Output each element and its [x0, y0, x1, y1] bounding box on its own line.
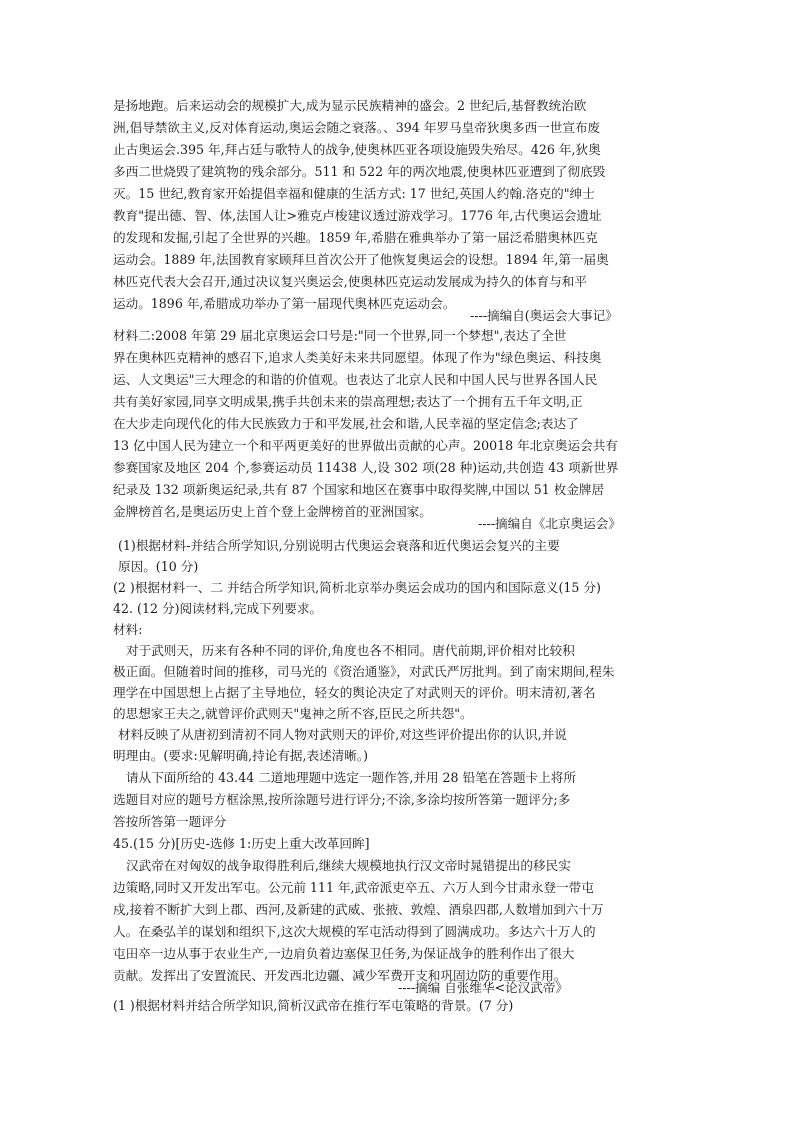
instruction-line: 请从下面所给的 43.44 二道地理题中选定一题作答,并用 28 铅笔在答题卡上将所	[126, 770, 576, 785]
question-line: (1 )根据材料并结合所学知识,简析汉武帝在推行军屯策略的背景。(7 分)	[113, 998, 514, 1013]
text-line: 材料二:2008 年第 29 届北京奥运会口号是:"同一个世界,同一个梦想",表达了全世	[113, 328, 567, 343]
question-line: (2 )根据材料一、二 并结合所学知识,简析北京举办奥运会成功的国内和国际意义(15 分)	[113, 580, 601, 595]
text-line: 对于武则天，历来有各种不同的评价,角度也各不相同。唐代前期,评价相对比较积	[126, 643, 575, 658]
text-line: 林匹克代表大会召开,通过决议复兴奥运会,使奥林匹克运动发展成为持久的体育与和平	[113, 274, 587, 289]
text-line: 灭。15 世纪,教育家开始提倡幸福和健康的生活方式: 17 世纪,英国人约翰.洛克的"绅士	[113, 186, 595, 201]
question-line: 原因。(10 分)	[118, 559, 199, 574]
text-line: 理学在中国思想上占据了主导地位，轻女的舆论决定了对武则天的评价。明末清初,著名	[113, 685, 596, 700]
text-line: 边策略,同时又开发出军屯。公元前 111 年,武帝派吏卒五、六万人到今甘肃永登一带屯	[113, 880, 594, 895]
text-line: 贡献。发挥出了安置流民、开发西北边疆、减少军费开支和巩固边防的重要作用。	[113, 968, 567, 983]
text-line: 止古奥运会.395 年,拜占廷与歌特人的战争,使奥林匹亚各项设施毁失殆尽。426 年,狄奥	[113, 142, 601, 157]
text-line: 极正面。但随着时间的推移，司马光的《资治通鉴》，对武氏严厉批判。到了南宋期间,程朱	[113, 664, 615, 679]
question-line: (1)根据材料-并结合所学知识,分别说明古代奥运会衰落和近代奥运会复兴的主要	[118, 538, 560, 553]
text-line: 运动。1896 年,希腊成功举办了第一届现代奥林匹克运动会。	[113, 296, 456, 311]
text-line: 在大步走向现代化的伟大民族致力于和平发展,社会和谐,人民幸福的坚定信念;表达了	[113, 416, 579, 431]
text-line: 13 亿中国人民为建立一个和平两更美好的世界做出贡献的心声。20018 年北京奥运会共有	[113, 438, 618, 453]
text-line: 的发现和发掘,引起了全世界的兴趣。1859 年,希腊在雅典举办了第一届泛希腊奥林匹克	[113, 230, 598, 245]
question-line: 明理由。(要求:见解明确,持论有据,表述清晰。)	[113, 748, 369, 763]
text-line: 运动会。1889 年,法国教育家顾拜旦首次公开了他恢复奥运会的设想。1894 年,第一届奥	[113, 252, 609, 267]
material-label: 材料:	[113, 622, 143, 637]
text-line: 共有美好家园,同享文明成果,携手共创未来的崇高理想;表达了一个拥有五千年文明,正	[113, 394, 583, 409]
text-line: 运、人文奥运"三大理念的和谐的价值观。也表达了北京人民和中国人民与世界各国人民	[113, 372, 598, 387]
text-line: 参赛国家及地区 204 个,参赛运动员 11438 人,设 302 项(28 种)运动,共创造 43 项新世界	[113, 460, 619, 475]
text-line: 多西二世烧毁了建筑物的残余部分。511 和 522 年的两次地震,使奥林匹亚遭到了彻底毁	[113, 164, 606, 179]
text-line: 教育"提出德、智、体,法国人让>雅克卢梭建议透过游戏学习。1776 年,古代奥运会遗址	[113, 208, 602, 223]
text-line: 戍,接着不断扩大到上郡、西河,及新建的武威、张掖、敦煌、酒泉四郡,人数增加到六十万	[113, 902, 604, 917]
question-heading: 45.(15 分)[历史-选修 1:历史上重大改革回眸]	[113, 836, 370, 851]
text-line: 纪录及 132 项新奥运纪录,共有 87 个国家和地区在赛事中取得奖牌,中国以 51 枚金牌居	[113, 482, 605, 497]
text-line: 汉武帝在对匈奴的战争取得胜利后,继续大规模地执行汉文帝时晁错提出的移民实	[126, 858, 571, 873]
question-line: 材料反映了从唐初到清初不同人物对武则天的评价,对这些评价提出你的认识,并说	[118, 727, 567, 742]
text-line: 的思想家王夫之,就曾评价武则天"鬼神之所不容,臣民之所共怨"。	[113, 706, 473, 721]
instruction-line: 答按所答第一题评分	[113, 814, 227, 829]
text-line: 洲,倡导禁欲主义,反对体育运动,奥运会随之衰落。、394 年罗马皇帝狄奥多西一世宣布废	[113, 120, 601, 135]
source-citation: ----摘编自《北京奥运会》	[478, 516, 621, 531]
source-citation: ----摘编 自张维华<论汉武帝》	[398, 980, 569, 995]
question-heading: 42. (12 分)阅读材料,完成下列要求。	[113, 601, 323, 616]
instruction-line: 选题目对应的题号方框涂黑,按所涂题号进行评分;不涂,多涂均按所答第一题评分;多	[113, 792, 571, 807]
text-line: 屯田卒一边从事于农业生产,一边肩负着边塞保卫任务,为保证战争的胜利作出了很大	[113, 946, 575, 961]
text-line: 人。在桑弘羊的谋划和组织下,这次大规模的军屯活动得到了圆满成功。多达六十万人的	[113, 924, 596, 939]
text-line: 金牌榜首名,是奥运历史上首个登上金牌榜首的亚洲国家。	[113, 504, 432, 519]
text-line: 界在奥林匹克精神的感召下,追求人类美好未来共同愿望。体现了作为"绿色奥运、科技奥	[113, 350, 602, 365]
source-citation: ----摘编自(奥运会大事记》	[470, 308, 618, 323]
text-line: 是扬地跑。后来运动会的规模扩大,成为显示民族精神的盛会。2 世纪后,基督教统治欧	[113, 98, 587, 113]
